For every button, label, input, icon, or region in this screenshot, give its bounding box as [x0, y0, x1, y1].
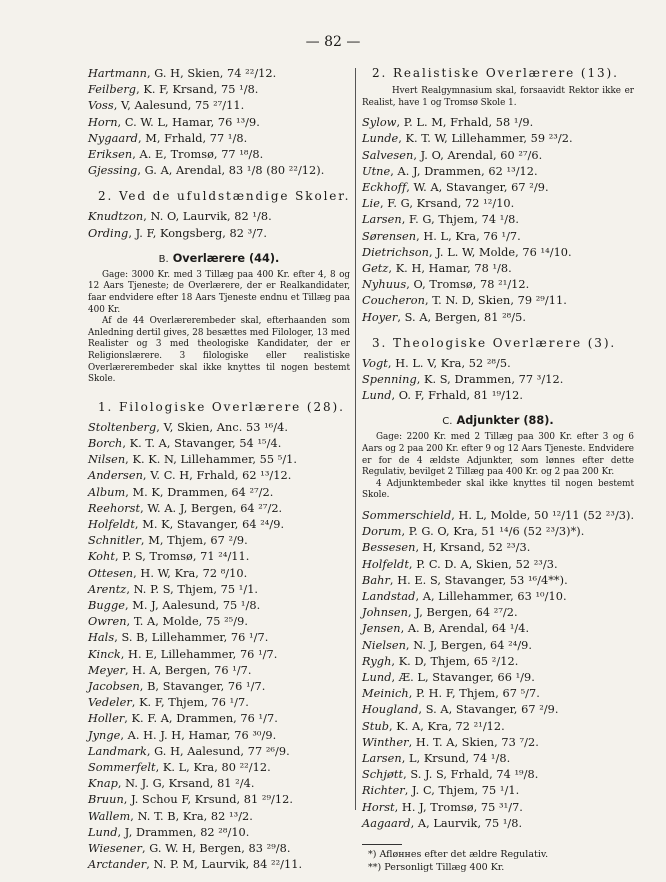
list-entry: Lunde, K. T. W, Lillehammer, 59 ²³/2.	[362, 132, 573, 146]
list-entry: Lund, O. F, Frhald, 81 ¹⁹/12.	[362, 389, 524, 403]
skoler-entries	[88, 209, 350, 241]
list-entry: Salvesen, J. O, Arendal, 60 ²⁷/6.	[362, 148, 543, 162]
list-entry: Bugge, M. J, Aalesund, 75 ¹/8.	[88, 599, 261, 612]
footnote-1: *) Afløннes efter det ældre Regulativ.	[368, 849, 549, 861]
list-entry: Arentz, N. P. S, Thjem, 75 ¹/1.	[88, 582, 259, 596]
list-entry: Eckhoff, W. A, Stavanger, 67 ²/9.	[362, 181, 549, 194]
footnote-rule	[362, 844, 402, 845]
heading-overlaerere-letter: B.	[158, 253, 169, 265]
list-entry: Lund, Æ. L, Stavanger, 66 ¹/9.	[362, 671, 535, 685]
list-entry: Hoyer, S. A, Bergen, 81 ²⁸/5.	[362, 310, 526, 324]
list-entry: Bahr, H. E. S, Stavanger, 53 ¹⁶/4**).	[362, 573, 568, 587]
top-entries	[88, 66, 350, 179]
list-entry: Rygh, K. D, Thjem, 65 ²/12.	[362, 654, 519, 668]
list-entry: Nygaard, M, Frhald, 77 ¹/8.	[88, 131, 248, 145]
list-entry: Horn, C. W. L, Hamar, 76 ¹³/9.	[88, 115, 260, 129]
list-entry: Reehorst, W. A. J, Bergen, 64 ²⁷/2.	[88, 501, 283, 515]
heading-adjunkter	[362, 414, 634, 427]
list-entry: Eriksen, A. E, Tromsø, 77 ¹⁸/8.	[88, 148, 264, 162]
list-entry: Nielsen, N. J, Bergen, 64 ²⁴/9.	[362, 638, 533, 652]
list-entry: Owren, T. A, Molde, 75 ²⁵/9.	[88, 615, 248, 629]
adjunkter-skole-paragraph: 4 Adjunktembeder skal ikke knyttes til nogen bestemt Skole.	[362, 478, 634, 501]
heading-overlaerere	[88, 252, 350, 265]
list-entry: Stub, K. A, Kra, 72 ²¹/12.	[362, 719, 505, 733]
list-entry: Knudtzon, N. O, Laurvik, 82 ¹/8.	[88, 210, 272, 224]
list-entry: Vedeler, K. F, Thjem, 76 ¹/7.	[88, 696, 249, 710]
list-entry: Ottesen, H. W, Kra, 72 ⁸/10.	[88, 566, 248, 580]
list-entry: Nilsen, K. K. N, Lillehammer, 55 ⁵/1.	[88, 453, 298, 467]
list-entry: Schjøtt, S. J. S, Frhald, 74 ¹⁹/8.	[362, 768, 539, 782]
list-entry: Horst, H. J, Tromsø, 75 ³¹/7.	[362, 800, 523, 814]
list-entry: Stoltenberg, V, Skien, Anc. 53 ¹⁶/4.	[88, 420, 288, 434]
list-entry: Larsen, L, Krsund, 74 ¹/8.	[362, 752, 511, 766]
list-entry: Jacobsen, B, Stavanger, 76 ¹/7.	[88, 680, 266, 694]
heading-theologiske: 3. Theologiske Overlærere (3).	[372, 335, 617, 350]
list-entry: Hartmann, G. H, Skien, 74 ²²/12.	[88, 67, 277, 80]
list-entry: Bruun, J. Schou F, Krsund, 81 ²⁹/12.	[88, 793, 294, 807]
list-entry: Spenning, K. S, Drammen, 77 ³/12.	[362, 373, 564, 387]
list-entry: Larsen, F. G, Thjem, 74 ¹/8.	[362, 213, 520, 227]
gage-paragraph: Gage: 3000 Kr. med 3 Tillæg paa 400 Kr. efter 4, 8 og 12 Aars Tjeneste; de Overlærere, der er Realkandidater, faar endvidere efter 18 Aars Tjeneste endnu et Tillæg paa 400 Kr.	[88, 269, 350, 315]
list-entry: Koht, P. S, Tromsø, 71 ²⁴/11.	[88, 550, 250, 564]
heading-filologiske: 1. Filologiske Overlærere (28).	[98, 399, 345, 414]
page-number: — 82 —	[305, 34, 361, 50]
list-entry: Sommerfelt, K. L, Kra, 80 ²²/12.	[88, 761, 271, 775]
list-entry: Holfeldt, M. K, Stavanger, 64 ²⁴/9.	[88, 517, 285, 531]
adjunkter-list	[362, 508, 634, 832]
list-entry: Arctander, N. P. M, Laurvik, 84 ²²/11.	[88, 858, 303, 872]
list-entry: Lund, J, Drammen, 82 ²⁸/10.	[88, 825, 250, 839]
realistiske-intro: Hvert Realgymnasium skal, forsaavidt Rektor ikke er Realist, have 1 og Tromsø Skole 1.	[362, 86, 634, 108]
list-entry: Getz, K. H, Hamar, 78 ¹/8.	[362, 262, 512, 276]
heading-realistiske: 2. Realistiske Overlærere (13).	[372, 66, 619, 80]
theologiske-list	[362, 356, 634, 405]
list-entry: Winther, H. T. A, Skien, 73 ⁷/2.	[362, 735, 539, 749]
list-entry: Nyhuus, O, Tromsø, 78 ²¹/12.	[362, 278, 530, 292]
left-column	[88, 66, 350, 873]
list-entry: Vogt, H. L. V, Kra, 52 ²⁸/5.	[362, 356, 511, 370]
list-entry: Richter, J. C, Thjem, 75 ¹/1.	[362, 784, 520, 798]
list-entry: Utne, A. J, Drammen, 62 ¹³/12.	[362, 164, 538, 178]
list-entry: Kinck, H. E, Lillehammer, 76 ¹/7.	[88, 647, 278, 661]
list-entry: Hals, S. B, Lillehammer, 76 ¹/7.	[88, 631, 269, 645]
list-entry: Johnsen, J, Bergen, 64 ²⁷/2.	[362, 606, 518, 620]
list-entry: Holfeldt, P. C. D. A, Skien, 52 ²³/3.	[362, 557, 558, 571]
list-entry: Ording, J. F, Kongsberg, 82 ³/7.	[88, 226, 267, 240]
list-entry: Coucheron, T. N. D, Skien, 79 ²⁹/11.	[362, 294, 567, 308]
list-entry: Dorum, P. G. O, Kra, 51 ¹⁴/6 (52 ²³/3)*).	[362, 525, 585, 539]
list-entry: Hougland, S. A, Stavanger, 67 ²/9.	[362, 703, 559, 717]
list-entry: Holler, K. F. A, Drammen, 76 ¹/7.	[88, 712, 278, 726]
list-entry: Jensen, A. B, Arendal, 64 ¹/4.	[362, 622, 530, 636]
list-entry: Gjessing, G. A, Arendal, 83 ¹/8 (80 ²²/12).	[88, 164, 325, 178]
list-entry: Lie, F. G, Krsand, 72 ¹²/10.	[362, 197, 515, 211]
list-entry: Voss, V, Aalesund, 75 ²⁷/11.	[88, 99, 245, 113]
right-column	[362, 66, 634, 874]
heading-adjunkter-text: Adjunkter (88).	[456, 414, 554, 428]
heading-adjunkter-letter: C.	[442, 416, 453, 428]
heading-ufuldstaendige: 2. Ved de ufuldstændige Skoler.	[98, 189, 351, 204]
column-divider	[355, 68, 356, 810]
list-entry: Wiesener, G. W. H, Bergen, 83 ²⁹/8.	[88, 842, 291, 856]
list-entry: Borch, K. T. A, Stavanger, 54 ¹⁵/4.	[88, 436, 282, 450]
list-entry: Album, M. K, Drammen, 64 ²⁷/2.	[88, 485, 274, 499]
list-entry: Sommerschield, H. L, Molde, 50 ¹²/11 (52 ²³/3).	[362, 509, 635, 522]
list-entry: Wallem, N. T. B, Kra, 82 ¹³/2.	[88, 809, 253, 823]
footnote-2: **) Personligt Tillæg 400 Kr.	[368, 861, 505, 873]
heading-overlaerere-text: Overlærere (44).	[172, 251, 280, 265]
list-entry: Landstad, A, Lillehammer, 63 ¹⁰/10.	[362, 590, 567, 604]
list-entry: Sylow, P. L. M, Frhald, 58 ¹/9.	[362, 116, 534, 130]
list-entry: Knap, N. J. G, Krsand, 81 ²/4.	[88, 777, 255, 791]
embeder-paragraph: Af de 44 Overlærerembeder skal, efterhaanden som Anledning dertil gives, 28 besættes med Filologer, 13 med Realister og 3 med theologiske Kandidater, der er Religionslærere. 3 filologiske eller realistiske Overlærerembeder skal ikke knyttes til nogen bestemt Skole.	[88, 316, 350, 385]
adjunkter-gage-paragraph: Gage: 2200 Kr. med 2 Tillæg paa 300 Kr. efter 3 og 6 Aars og 2 paa 200 Kr. efter 9 og 12 Aars Tjeneste. Endvidere er for de 4 ældste Adjunkter, som lønnes efter dette Regulativ, bevilget 2 Tillæg paa 400 Kr. og 2 paa 200 Kr.	[362, 432, 634, 478]
list-entry: Schnitler, M, Thjem, 67 ²/9.	[88, 534, 248, 548]
list-entry: Meinich, P. H. F, Thjem, 67 ⁵/7.	[362, 687, 540, 701]
list-entry: Meyer, H. A, Bergen, 76 ¹/7.	[88, 663, 252, 677]
list-entry: Aagaard, A, Laurvik, 75 ¹/8.	[362, 816, 523, 830]
list-entry: Andersen, V. C. H, Frhald, 62 ¹³/12.	[88, 469, 292, 483]
list-entry: Sørensen, H. L, Kra, 76 ¹/7.	[362, 229, 521, 243]
list-entry: Feilberg, K. F, Krsand, 75 ¹/8.	[88, 83, 259, 97]
list-entry: Landmark, G. H, Aalesund, 77 ²⁶/9.	[88, 744, 290, 758]
realistiske-list	[362, 115, 634, 326]
list-entry: Dietrichson, J. L. W, Molde, 76 ¹⁴/10.	[362, 245, 572, 259]
filologiske-list	[88, 420, 350, 874]
list-entry: Jynge, A. H. J. H, Hamar, 76 ³⁰/9.	[88, 728, 277, 742]
list-entry: Bessesen, H, Krsand, 52 ²³/3.	[362, 541, 531, 555]
